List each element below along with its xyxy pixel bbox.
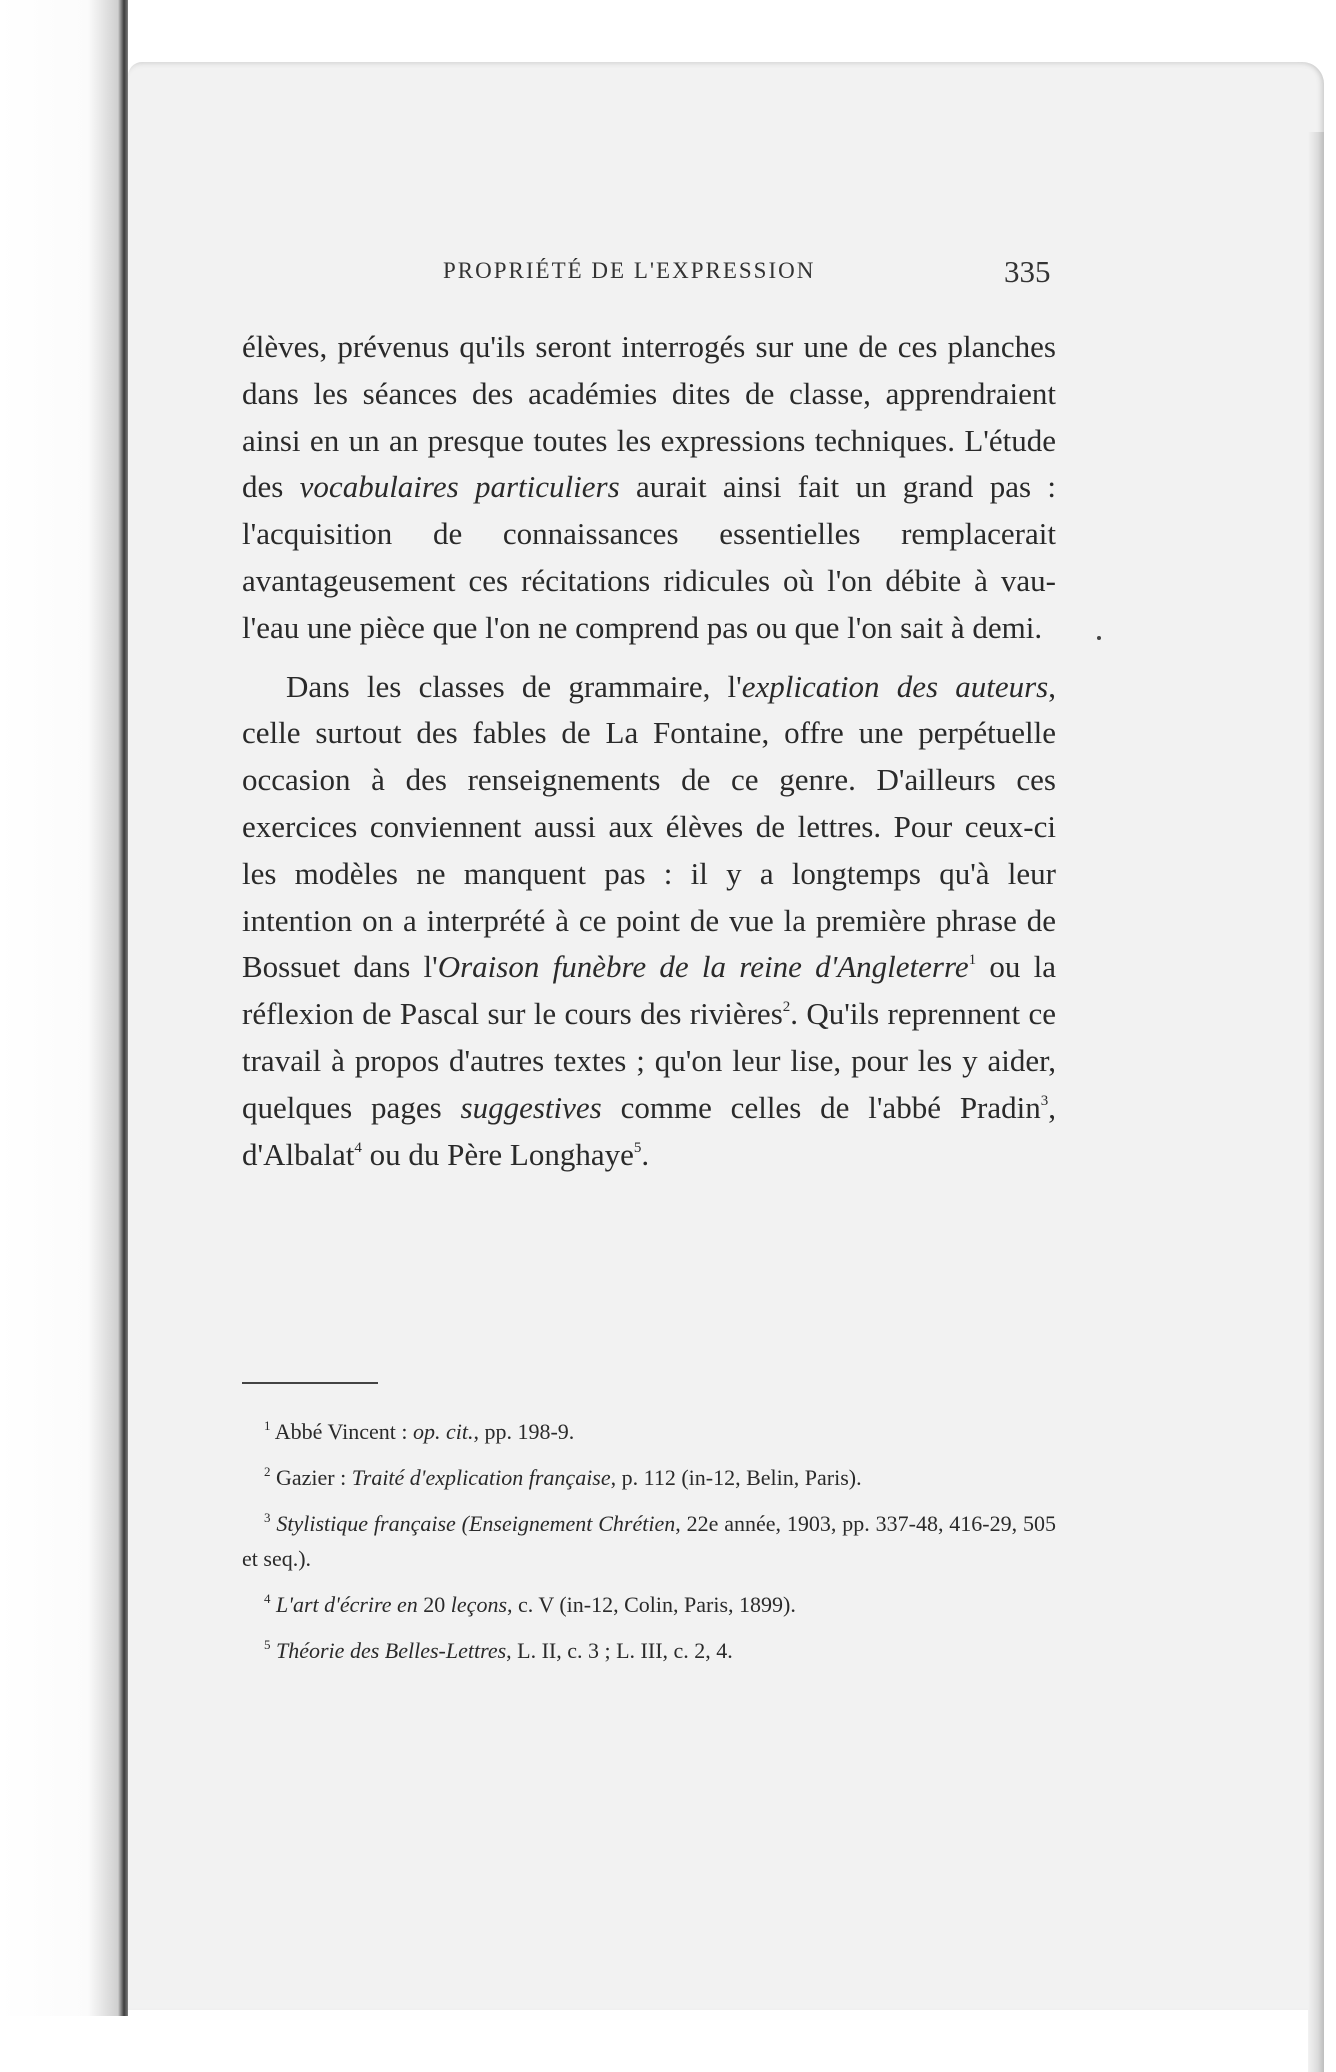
footnote-ref: 5 <box>633 1139 642 1156</box>
italic-term: explication des auteurs <box>741 668 1049 704</box>
footnote-ref: 3 <box>1040 1092 1049 1109</box>
italic-term: suggestives <box>460 1089 602 1125</box>
paragraph-1: élèves, prévenus qu'ils seront interrogés sur une de ces planches dans les séances des académies dites de classe, apprendraient ainsi en un an presque toutes les expressions techniques. L'étude des vocabulaires particuliers aurait ainsi fait un grand pas : l'acquisition de connaissances essentielles remplacerait avantageusement ces récitations ridicules où l'on débite à vau-l'eau une pièce que l'on ne comprend pas ou que l'on sait à demi. <box>242 329 1056 645</box>
footnotes <box>242 1414 1056 1679</box>
footnote-1: $^1$ Abbé Vincent : op. cit., pp. 198-9. <box>264 1418 575 1444</box>
italic-term: vocabulaires particuliers <box>299 469 620 505</box>
running-title: PROPRIÉTÉ DE L'EXPRESSION <box>443 258 816 283</box>
margin-mark <box>1097 636 1101 640</box>
footnote-4: $^4$ L'art d'écrire en 20 leçons, c. V (in-12, Colin, Paris, 1899). <box>264 1591 796 1617</box>
page-right-edge <box>1308 132 1324 2072</box>
body-text <box>242 324 1056 1178</box>
footnote-3: $^3$ Stylistique française (Enseignement Chrétien, 22e année, 1903, pp. 337-48, 416-29, 505 et seq.). <box>242 1510 1057 1571</box>
footnote-ref: 1 <box>968 952 977 969</box>
footnote-ref: 2 <box>782 999 791 1016</box>
page-number: 335 <box>1004 254 1051 289</box>
italic-title: Oraison funèbre de la reine d'Angleterre <box>437 949 969 985</box>
footnote-separator <box>242 1382 378 1384</box>
book-spine-edge <box>0 0 128 2016</box>
footnote-2: $^2$ Gazier : Traité d'explication française, p. 112 (in-12, Belin, Paris). <box>264 1464 862 1490</box>
footnote-ref: 4 <box>354 1139 362 1156</box>
footnote-5: $^5$ Théorie des Belles-Lettres, L. II, c. 3 ; L. III, c. 2, 4. <box>264 1637 733 1663</box>
paragraph-2: Dans les classes de grammaire, l'explication des auteurs, celle surtout des fables de La Fontaine, offre une perpétuelle occasion à des renseignements de ce genre. D'ailleurs ces exercices conviennent aussi aux élèves de lettres. Pour ceux-ci les modèles ne manquent pas : il y a longtemps qu'à leur intention on a interprété à ce point de vue la première phrase de Bossuet dans l'Oraison funèbre de la reine d'Angleterre$^1$ ou la réflexion de Pascal sur le cours des rivières$^2$. Qu'ils reprennent ce travail à propos d'autres textes ; qu'on leur lise, pour les y aider, quelques pages suggestives comme celles de l'abbé Pradin$^3$, d'Albalat$^4$ ou du Père Longhaye$^5$. <box>242 668 1057 1172</box>
